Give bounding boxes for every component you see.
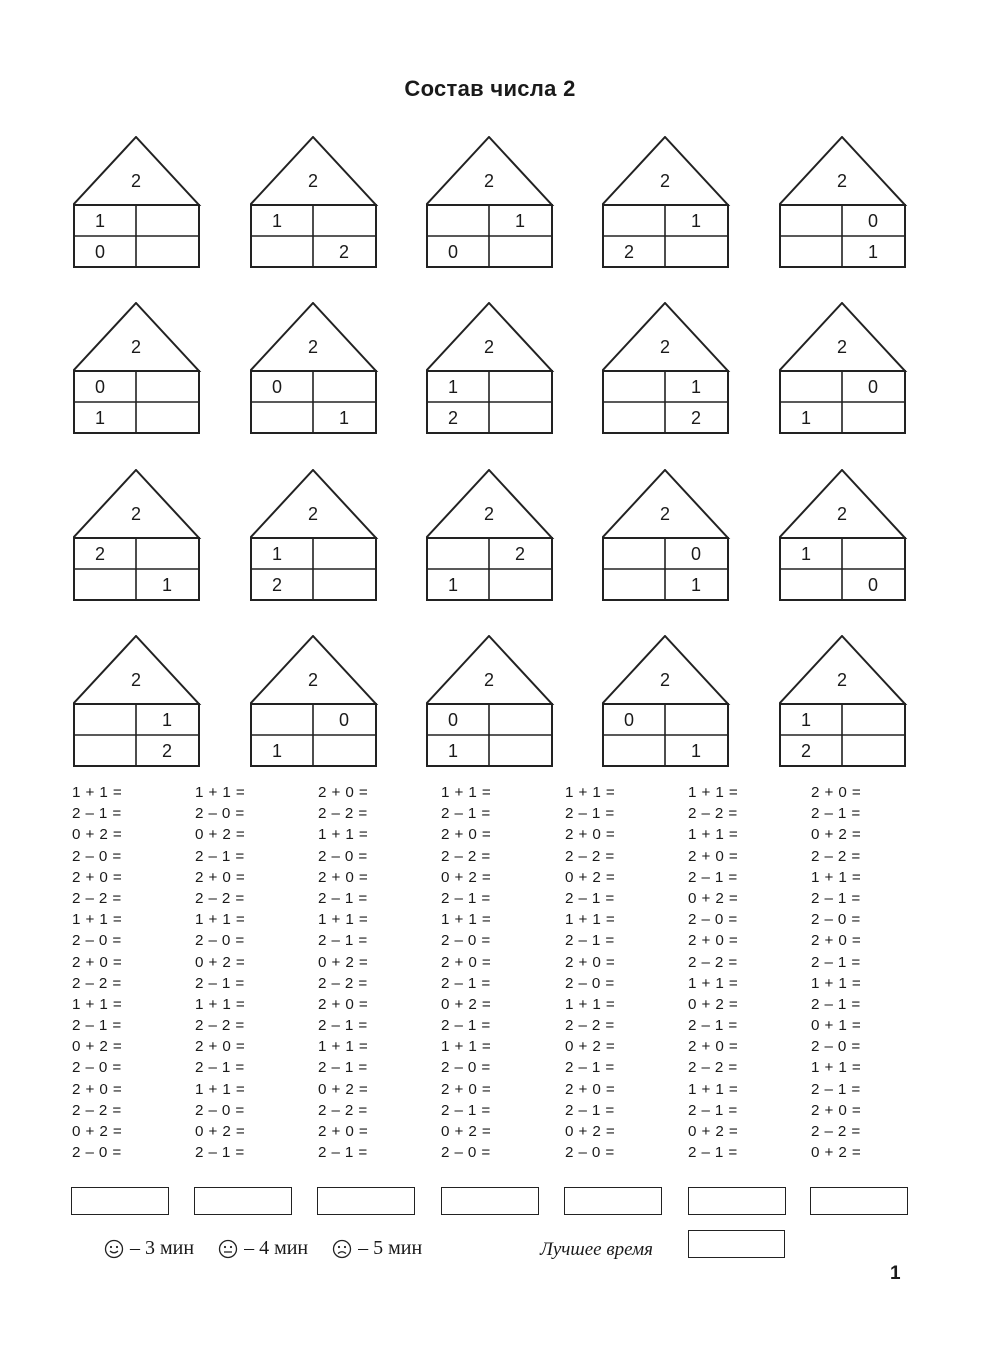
exercise-line: 1 + 1 = (688, 784, 739, 801)
sad-face-icon (332, 1239, 352, 1259)
house-roof-number: 2 (130, 337, 141, 357)
number-house (250, 136, 380, 268)
exercise-line: 1 + 1 = (195, 784, 246, 801)
exercise-line: 2 – 2 = (811, 1123, 861, 1140)
exercise-line: 2 + 0 = (318, 1123, 369, 1140)
exercise-line: 2 – 0 = (195, 805, 245, 823)
exercise-line: 2 – 1 = (318, 1059, 368, 1077)
house-cell-top-right[interactable]: 1 (514, 211, 525, 231)
house-cell-bottom-left[interactable]: 1 (448, 575, 459, 595)
exercise-line: 2 + 0 = (72, 953, 123, 971)
exercise-line: 2 – 1 = (318, 1017, 368, 1035)
exercise-line: 2 – 0 = (195, 1101, 245, 1119)
number-house (73, 469, 203, 601)
column-time-box[interactable] (317, 1187, 415, 1215)
house-cell-top-right[interactable]: 0 (867, 377, 878, 397)
exercise-line: 2 – 1 = (195, 847, 245, 865)
number-house (73, 635, 203, 767)
exercise-line: 1 + 1 = (565, 911, 616, 929)
exercise-line: 1 + 1 = (72, 911, 123, 929)
exercise-line: 2 – 1 = (565, 805, 615, 823)
exercise-line: 0 + 2 = (565, 1038, 616, 1056)
exercise-line: 0 + 2 = (441, 868, 492, 886)
exercise-line: 0 + 2 = (688, 995, 739, 1013)
exercise-line: 1 + 1 = (441, 1038, 492, 1056)
exercise-line: 2 – 0 = (441, 1059, 491, 1077)
exercise-column (195, 782, 305, 1163)
house-roof-number: 2 (307, 171, 318, 191)
number-house (426, 136, 556, 268)
house-roof-number: 2 (836, 337, 847, 357)
exercise-line: 1 + 1 = (195, 1080, 246, 1098)
number-house (250, 635, 380, 767)
exercise-line: 2 + 0 = (441, 953, 492, 971)
number-house (426, 635, 556, 767)
exercise-line: 1 + 1 = (565, 784, 616, 801)
house-cell-top-right[interactable]: 1 (690, 377, 701, 397)
exercise-line: 2 + 0 = (565, 826, 616, 844)
exercise-line: 2 – 1 = (565, 1101, 615, 1119)
house-cell-bottom-left[interactable]: 0 (95, 242, 106, 262)
timing-legend (104, 1237, 446, 1260)
exercise-line: 2 – 0 = (72, 932, 122, 950)
exercise-column (318, 782, 428, 1163)
exercise-line: 1 + 1 = (565, 995, 616, 1013)
exercise-line: 2 + 0 = (688, 847, 739, 865)
legend-item-fast (104, 1237, 194, 1260)
exercise-line: 0 + 2 = (441, 1123, 492, 1140)
house-cell-top-left[interactable]: 1 (95, 211, 106, 231)
exercise-line: 2 – 1 = (318, 1144, 368, 1162)
column-time-box[interactable] (441, 1187, 539, 1215)
exercise-line: 2 – 1 = (811, 995, 861, 1013)
exercise-line: 2 – 2 = (565, 847, 615, 865)
exercise-line: 1 + 1 = (811, 1059, 862, 1077)
house-cell-top-left[interactable]: 1 (272, 211, 283, 231)
exercise-column (811, 782, 921, 1163)
house-cell-bottom-right[interactable]: 2 (338, 242, 349, 262)
number-house (250, 302, 380, 434)
exercise-line: 2 – 1 = (441, 805, 491, 823)
exercise-line: 2 – 1 = (441, 974, 491, 992)
exercise-line: 2 – 1 = (688, 1144, 738, 1162)
exercise-line: 1 + 1 = (688, 1080, 739, 1098)
exercise-line: 2 – 1 = (811, 953, 861, 971)
house-roof-number: 2 (307, 504, 318, 524)
house-cell-bottom-right[interactable]: 0 (867, 575, 878, 595)
house-roof-number: 2 (307, 670, 318, 690)
exercise-line: 2 – 2 = (688, 953, 738, 971)
house-cell-bottom-right[interactable]: 1 (690, 575, 701, 595)
column-time-box[interactable] (564, 1187, 662, 1215)
house-roof-number: 2 (659, 171, 670, 191)
exercise-line: 2 + 0 = (688, 1038, 739, 1056)
exercise-column (688, 782, 798, 1163)
exercise-line: 2 – 0 = (441, 932, 491, 950)
exercise-line: 2 – 1 = (441, 889, 491, 907)
column-time-box[interactable] (71, 1187, 169, 1215)
house-cell-top-left[interactable]: 0 (95, 377, 106, 397)
house-cell-bottom-right[interactable]: 1 (161, 575, 172, 595)
house-roof-number: 2 (483, 337, 494, 357)
house-cell-top-left[interactable]: 1 (801, 544, 812, 564)
exercise-line: 2 – 0 = (72, 1144, 122, 1162)
house-roof-number: 2 (130, 171, 141, 191)
house-cell-bottom-right[interactable]: 1 (690, 741, 701, 761)
exercise-line: 2 + 0 = (441, 826, 492, 844)
exercise-line: 0 + 2 = (72, 1038, 123, 1056)
house-cell-top-left[interactable]: 2 (95, 544, 106, 564)
exercise-line: 2 + 0 = (318, 868, 369, 886)
house-roof-number: 2 (307, 337, 318, 357)
house-roof-number: 2 (659, 670, 670, 690)
exercise-line: 2 + 0 = (318, 995, 369, 1013)
exercise-line: 1 + 1 = (441, 911, 492, 929)
legend-text-fast: – 3 мин (130, 1237, 195, 1259)
exercise-line: 2 – 1 = (318, 889, 368, 907)
exercise-line: 1 + 1 = (441, 784, 492, 801)
exercise-line: 2 – 2 = (318, 1101, 368, 1119)
house-roof-number: 2 (483, 504, 494, 524)
house-roof-number: 2 (836, 504, 847, 524)
house-cell-bottom-left[interactable]: 0 (448, 242, 459, 262)
house-outline (250, 635, 380, 767)
house-cell-top-right[interactable]: 0 (338, 710, 349, 730)
number-house (602, 136, 732, 268)
house-cell-top-right[interactable]: 1 (690, 211, 701, 231)
house-roof-number: 2 (659, 504, 670, 524)
exercise-line: 2 – 1 = (688, 1101, 738, 1119)
exercise-line: 2 – 1 = (688, 868, 738, 886)
exercise-line: 0 + 2 = (565, 868, 616, 886)
house-outline (779, 635, 909, 767)
exercise-line: 0 + 2 = (72, 1123, 123, 1140)
exercise-line: 2 – 0 = (195, 932, 245, 950)
best-time-box[interactable] (688, 1230, 785, 1258)
exercise-line: 2 – 2 = (72, 1101, 122, 1119)
exercise-line: 0 + 2 = (318, 953, 369, 971)
number-house (602, 302, 732, 434)
exercise-line: 2 – 0 = (441, 1144, 491, 1162)
house-cell-top-right[interactable]: 0 (690, 544, 701, 564)
exercise-line: 2 + 0 = (688, 932, 739, 950)
exercise-line: 1 + 1 = (195, 995, 246, 1013)
number-house (73, 302, 203, 434)
house-outline (426, 302, 556, 434)
page-title: Состав числа 2 (404, 76, 576, 101)
legend-item-medium (218, 1237, 308, 1260)
best-time-label: Лучшее время (540, 1239, 653, 1260)
exercises-block (0, 782, 1000, 1172)
exercise-line: 2 + 0 = (565, 953, 616, 971)
house-cell-bottom-left[interactable]: 1 (448, 741, 459, 761)
number-house (250, 469, 380, 601)
exercise-line: 2 – 0 = (72, 1059, 122, 1077)
number-house (73, 136, 203, 268)
exercise-line: 1 + 1 = (72, 784, 123, 801)
number-house (602, 635, 732, 767)
house-roof-number: 2 (130, 504, 141, 524)
exercise-line: 2 + 0 = (811, 1101, 862, 1119)
exercise-line: 2 + 0 = (195, 1038, 246, 1056)
house-cell-bottom-left[interactable]: 2 (801, 741, 812, 761)
number-house (426, 469, 556, 601)
page-number: 1 (890, 1263, 901, 1284)
exercise-line: 2 – 2 = (72, 974, 122, 992)
exercise-line: 0 + 2 = (688, 1123, 739, 1140)
exercise-line: 0 + 2 = (195, 1123, 246, 1140)
house-cell-bottom-left[interactable]: 1 (801, 408, 812, 428)
neutral-face-icon (218, 1239, 238, 1259)
exercise-line: 2 – 1 = (195, 1144, 245, 1162)
house-roof-number: 2 (836, 171, 847, 191)
house-roof-number: 2 (483, 171, 494, 191)
number-house (602, 469, 732, 601)
legend-text-medium: – 4 мин (244, 1237, 309, 1259)
exercise-line: 2 + 0 = (72, 868, 123, 886)
exercise-line: 2 + 0 = (318, 784, 369, 801)
exercise-line: 1 + 1 = (72, 995, 123, 1013)
house-cell-top-right[interactable]: 0 (867, 211, 878, 231)
house-cell-bottom-left[interactable]: 2 (624, 242, 635, 262)
exercise-column (72, 782, 182, 1163)
exercise-line: 0 + 2 = (195, 953, 246, 971)
exercise-line: 0 + 2 = (318, 1080, 369, 1098)
exercise-line: 2 – 0 = (72, 847, 122, 865)
house-cell-bottom-left[interactable]: 2 (272, 575, 283, 595)
exercise-line: 2 – 0 = (811, 1038, 861, 1056)
house-outline (250, 469, 380, 601)
number-house (779, 635, 909, 767)
column-time-box[interactable] (194, 1187, 292, 1215)
exercise-line: 1 + 1 = (688, 826, 739, 844)
number-house (779, 136, 909, 268)
exercise-line: 2 – 2 = (318, 805, 368, 823)
column-time-box[interactable] (688, 1187, 786, 1215)
exercise-line: 2 – 1 = (318, 932, 368, 950)
exercise-line: 0 + 2 = (441, 995, 492, 1013)
exercise-line: 2 – 0 = (565, 974, 615, 992)
exercise-line: 2 – 1 = (688, 1017, 738, 1035)
exercise-line: 2 + 0 = (811, 932, 862, 950)
exercise-line: 2 + 0 = (441, 1080, 492, 1098)
legend-text-slow: – 5 мин (358, 1237, 423, 1259)
house-cell-top-right[interactable]: 1 (161, 710, 172, 730)
exercise-line: 0 + 2 = (811, 826, 862, 844)
exercise-line: 0 + 2 = (195, 826, 246, 844)
exercise-line: 2 – 2 = (811, 847, 861, 865)
exercise-line: 2 + 0 = (811, 784, 862, 801)
exercise-line: 2 – 1 = (565, 889, 615, 907)
exercise-line: 2 – 1 = (811, 889, 861, 907)
house-roof-number: 2 (130, 670, 141, 690)
exercise-line: 2 – 0 = (565, 1144, 615, 1162)
exercise-line: 2 + 0 = (72, 1080, 123, 1098)
exercise-column (441, 782, 551, 1163)
exercise-line: 2 – 0 = (688, 911, 738, 929)
house-cell-bottom-left[interactable]: 2 (448, 408, 459, 428)
exercise-line: 1 + 1 = (195, 911, 246, 929)
house-roof-number: 2 (659, 337, 670, 357)
exercise-line: 2 – 0 = (318, 847, 368, 865)
exercise-line: 1 + 1 = (318, 911, 369, 929)
exercise-line: 2 – 2 = (688, 1059, 738, 1077)
house-cell-top-right[interactable]: 2 (514, 544, 525, 564)
house-outline (602, 136, 732, 268)
house-cell-bottom-right[interactable]: 2 (690, 408, 701, 428)
house-outline (426, 136, 556, 268)
number-house (779, 469, 909, 601)
exercise-line: 2 – 1 = (72, 1017, 122, 1035)
exercise-line: 1 + 1 = (318, 826, 369, 844)
house-outline (779, 302, 909, 434)
exercise-line: 2 – 2 = (318, 974, 368, 992)
exercise-line: 2 – 2 = (441, 847, 491, 865)
exercise-line: 0 + 1 = (811, 1017, 862, 1035)
house-outline (73, 302, 203, 434)
exercise-column (565, 782, 675, 1163)
house-cell-top-left[interactable]: 1 (448, 377, 459, 397)
number-house (779, 302, 909, 434)
exercise-line: 2 – 2 = (195, 1017, 245, 1035)
house-cell-bottom-right[interactable]: 2 (161, 741, 172, 761)
exercise-line: 2 – 1 = (195, 1059, 245, 1077)
exercise-line: 2 – 2 = (688, 805, 738, 823)
column-time-box[interactable] (810, 1187, 908, 1215)
exercise-line: 1 + 1 = (318, 1038, 369, 1056)
exercise-line: 2 – 2 = (195, 889, 245, 907)
exercise-line: 2 – 0 = (811, 911, 861, 929)
legend-item-slow (332, 1237, 422, 1260)
number-house (426, 302, 556, 434)
house-outline (73, 136, 203, 268)
exercise-line: 2 – 1 = (72, 805, 122, 823)
house-cell-top-left[interactable]: 1 (801, 710, 812, 730)
exercise-line: 2 – 1 = (441, 1017, 491, 1035)
exercise-line: 0 + 2 = (565, 1123, 616, 1140)
house-cell-top-left[interactable]: 0 (448, 710, 459, 730)
exercise-line: 2 – 1 = (811, 805, 861, 823)
house-outline (426, 635, 556, 767)
house-roof-number: 2 (836, 670, 847, 690)
exercise-line: 0 + 2 = (811, 1144, 862, 1162)
exercise-line: 2 – 2 = (72, 889, 122, 907)
exercise-line: 0 + 2 = (688, 889, 739, 907)
exercise-line: 2 + 0 = (195, 868, 246, 886)
exercise-line: 2 – 1 = (811, 1080, 861, 1098)
exercise-line: 2 – 1 = (565, 1059, 615, 1077)
exercise-line: 2 – 1 = (195, 974, 245, 992)
house-cell-top-left[interactable]: 0 (624, 710, 635, 730)
exercise-line: 2 – 1 = (565, 932, 615, 950)
exercise-line: 2 – 2 = (565, 1017, 615, 1035)
house-cell-bottom-left[interactable]: 1 (272, 741, 283, 761)
exercise-line: 1 + 1 = (811, 868, 862, 886)
exercise-line: 0 + 2 = (72, 826, 123, 844)
house-outline (426, 469, 556, 601)
exercise-line: 2 – 1 = (441, 1101, 491, 1119)
house-cell-bottom-right[interactable]: 1 (338, 408, 349, 428)
house-cell-bottom-right[interactable]: 1 (867, 242, 878, 262)
smile-face-icon (104, 1239, 124, 1259)
house-cell-top-left[interactable]: 0 (272, 377, 283, 397)
exercise-line: 2 + 0 = (565, 1080, 616, 1098)
house-cell-top-left[interactable]: 1 (272, 544, 283, 564)
house-roof-number: 2 (483, 670, 494, 690)
house-cell-bottom-left[interactable]: 1 (95, 408, 106, 428)
exercise-line: 1 + 1 = (811, 974, 862, 992)
exercise-line: 1 + 1 = (688, 974, 739, 992)
